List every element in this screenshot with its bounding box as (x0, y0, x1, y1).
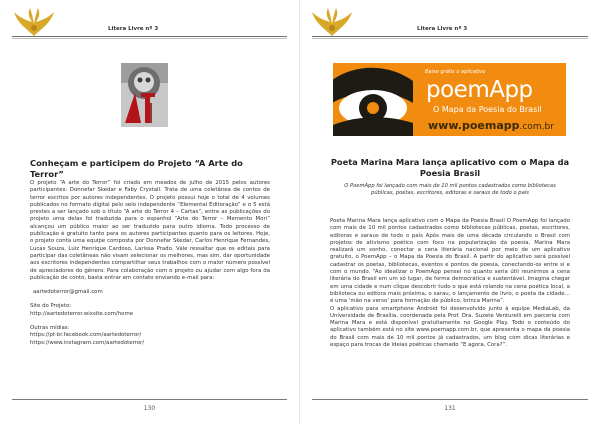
article-title: Poeta Marina Mara lança aplicativo com o Mapa da Poesia Brasil (330, 157, 570, 178)
header-rule-thin (12, 38, 287, 39)
article-paragraph-1: Poeta Marina Mara lança aplicativo com o Mapa da Poesia Brasil O PoemApp foi lançado com mais de 10 mil pontos cadastrados como bibliotecas públicas, poetas, escritores, editoras e saraus de todo o país Após mais de uma década circulando o Brasil com projetos de ativismo poético com foco na popularização da poesia, Marina Mara realizará um sonho, conectar a cena literária nacional por meio de um aplicativo gratuito, o PoemApp – o Mapa da Poesia do Brasil. A partir do aplicativo será possível cadastrar os poetas, bibliotecas, eventos e pontos de poesia, conectando-os entre si e com o mundo. “Ao idealizar o PoemApp pensei no quanto seria útil reunirmos a cena literária do Brasil em um só lugar, de forma democrática e sustentável. Imagina chegar em uma cidade e num clique descobrir tudo o que está rolando na cena poética local, a biblioteca ou editora mais próxima, o sarau, o lançamento de livro, o poeta da cidade… é uma ‘mão na verso’ para formação de público, brinca Marina”. (330, 218, 570, 305)
site-label: Site do Projeto: (30, 303, 72, 310)
site-link[interactable]: http://aartedoterror.wixsite.com/home (30, 310, 134, 317)
banner-url[interactable] (428, 119, 554, 132)
page-number: 131 (444, 405, 456, 412)
footer-rule (12, 399, 287, 400)
eye-icon (333, 63, 413, 136)
contact-email[interactable]: aartedoterror@gmail.com (33, 289, 103, 296)
header-title: Litera Livre nº 3 (108, 26, 159, 32)
article-subtitle: O PoemApp foi lançado com mais de 10 mil pontos cadastrados como bibliotecas públicas, poetas, escritores, editoras e saraus de todo o país (344, 183, 556, 196)
facebook-link[interactable]: https://pt-br.facebook.com/aartedoterror/ (30, 332, 142, 339)
article-paragraph: O projeto “A arte do Terror” foi criado em meados de julho de 2015 pelos autores participantes: Donnefar Skedar e Faby Crystall. Trata de uma coletânea de contos de terror escritos por autores independentes. O projeto possui hoje o total de 4 volumes publicados no formato digital pelo selo independente “Elemental Editoração” e o 5 está prestes a ser lançado sob o título “A arte do Terror 4 – Cartas”, entre as publicações do projeto uma delas foi traduzida para o espanhol “Arte do Terror – Memento Mori” alcançou um público maior ao ser traduzido para outro idioma. Todo processo de publicação é gratuito tanto para os autores participantes quanto para os leitores. Hoje, o projeto conta uma equipe composta por Donnefar Skedar, Carlos Henrique Fernandes, Lucas Souza, Luiz Henrique Cardoso, Larissa Prado. Vale ressaltar que os editais para participar das coletâneas não visam selecionar os melhores, mas sim, dar oportunidade aos escritores independentes compartilhar seus trabalhos com o maior número possível de apreciadores do gênero. Para colaboração com o projeto ou ajudar com algo fora da publicação de conto, basta entrar em contato enviando e-mail para: (30, 180, 270, 281)
article-body (30, 180, 270, 347)
terror-art-image (121, 63, 168, 127)
page-number: 130 (143, 405, 156, 412)
article-title: Conheçam e participem do Projeto “A Arte do Terror” (30, 158, 243, 179)
banner-url-suffix: .com.br (519, 122, 554, 132)
banner-url-main: www.poemapp (428, 119, 520, 132)
article-body (330, 218, 570, 349)
poemapp-logo: poemApp (426, 77, 533, 103)
header-title: Litera Livre nº 3 (417, 26, 468, 32)
banner-tagline: Baixe grátis o aplicativo (425, 69, 486, 75)
poemapp-banner (333, 63, 566, 136)
instagram-link[interactable]: https://www.instagram.com/aartedoterror/ (30, 339, 145, 346)
header-rule-thin (312, 38, 588, 39)
right-page (300, 0, 600, 424)
article-paragraph-2: O aplicativo para smartphone Android foi desenvolvido junto à equipe MediaLab, da Universidade de Brasília, coordenada pela Prof. Dra. Suzete Venturelli em parceria com Marina Mara e está disponível gratuitamente no Google Play. Todo o conteúdo do aplicativo também está no site www.poemapp.com.br, que apresenta o mapa da poesia do Brasil com mais de 10 mil pontos já cadastrados, um blog com dicas literárias e espaço para trocas de ideias poéticas chamado “E agora, Cora?”. (330, 305, 570, 349)
header-rule (12, 36, 287, 37)
other-media-label: Outras mídias: (30, 325, 70, 332)
footer-rule (312, 399, 588, 400)
header-rule (312, 36, 588, 37)
banner-subtitle: O Mapa da Poesia do Brasil (433, 105, 542, 114)
